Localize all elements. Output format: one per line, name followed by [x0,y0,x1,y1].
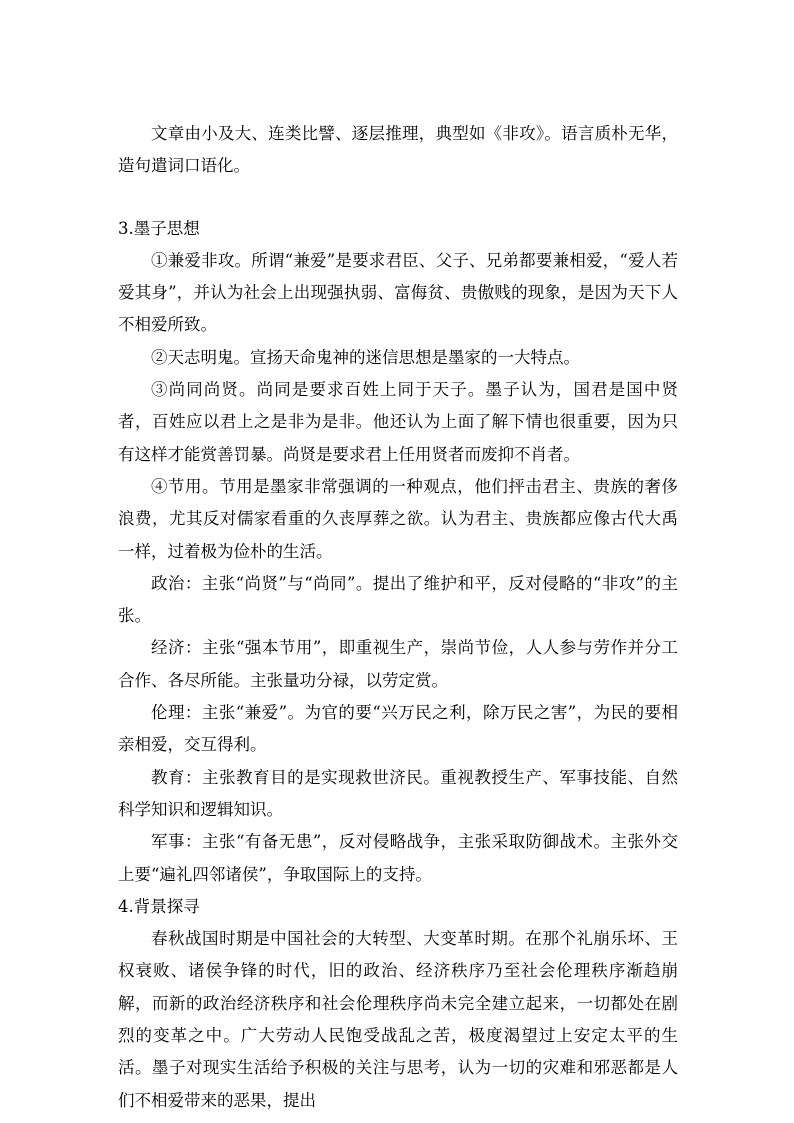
document-page [118,118,678,1117]
paragraph-education: 教育：主张教育目的是实现救世济民。重视教授生产、军事技能、自然科学知识和逻辑知识。 [118,767,678,819]
paragraph-economy: 经济：主张“强本节用”，即重视生产，崇尚节俭，人人参与劳作并分工合作、各尽所能。主张量功分禄，以劳定赏。 [118,638,678,690]
paragraph-style-summary: 文章由小及大、连类比譬、逐层推理，典型如《非攻》。语言质朴无华，造句遣词口语化。 [118,124,678,176]
section-heading-background: 4.背景探寻 [118,896,200,916]
paragraph-military: 军事：主张“有备无患”，反对侵略战争，主张采取防御战术。主张外交上要“遍礼四邻诸侯”，争取国际上的支持。 [118,832,678,884]
paragraph-tian-zhi-ming-gui: ②天志明鬼。宣扬天命鬼神的迷信思想是墨家的一大特点。 [151,347,580,367]
paragraph-background: 春秋战国时期是中国社会的大转型、大变革时期。在那个礼崩乐坏、王权衰败、诸侯争锋的时代，旧的政治、经济秩序乃至社会伦理秩序渐趋崩解，而新的政治经济秩序和社会伦理秩序尚未完全建立起来，一切都处在剧烈的变革之中。广大劳动人民饱受战乱之苦，极度渴望过上安定太平的生活。墨子对现实生活给予积极的关注与思考，认为一切的灾难和邪恶都是人们不相爱带来的恶果，提出 [118,929,678,1110]
paragraph-jian-ai-fei-gong: ①兼爱非攻。所谓“兼爱”是要求君臣、父子、兄弟都要兼相爱，“爱人若爱其身”，并认为社会上出现强执弱、富侮贫、贵傲贱的现象，是因为天下人不相爱所致。 [118,250,678,335]
section-heading-mozi-thought: 3.墨子思想 [118,218,200,238]
paragraph-shang-tong-shang-xian: ③尚同尚贤。尚同是要求百姓上同于天子。墨子认为，国君是国中贤者，百姓应以君上之是非为是非。他还认为上面了解下情也很重要，因为只有这样才能赏善罚暴。尚贤是要求君上任用贤者而废抑不肖者。 [118,380,678,464]
paragraph-jie-yong: ④节用。节用是墨家非常强调的一种观点，他们抨击君主、贵族的奢侈浪费，尤其反对儒家看重的久丧厚葬之欲。认为君主、贵族都应像古代大禹一样，过着极为俭朴的生活。 [118,476,678,561]
paragraph-ethics: 伦理：主张“兼爱”。为官的要“兴万民之利，除万民之害”，为民的要相亲相爱，交互得利。 [118,703,678,755]
paragraph-politics: 政治：主张“尚贤”与“尚同”。提出了维护和平，反对侵略的“非攻”的主张。 [118,573,678,626]
paragraph-gap [118,183,678,213]
